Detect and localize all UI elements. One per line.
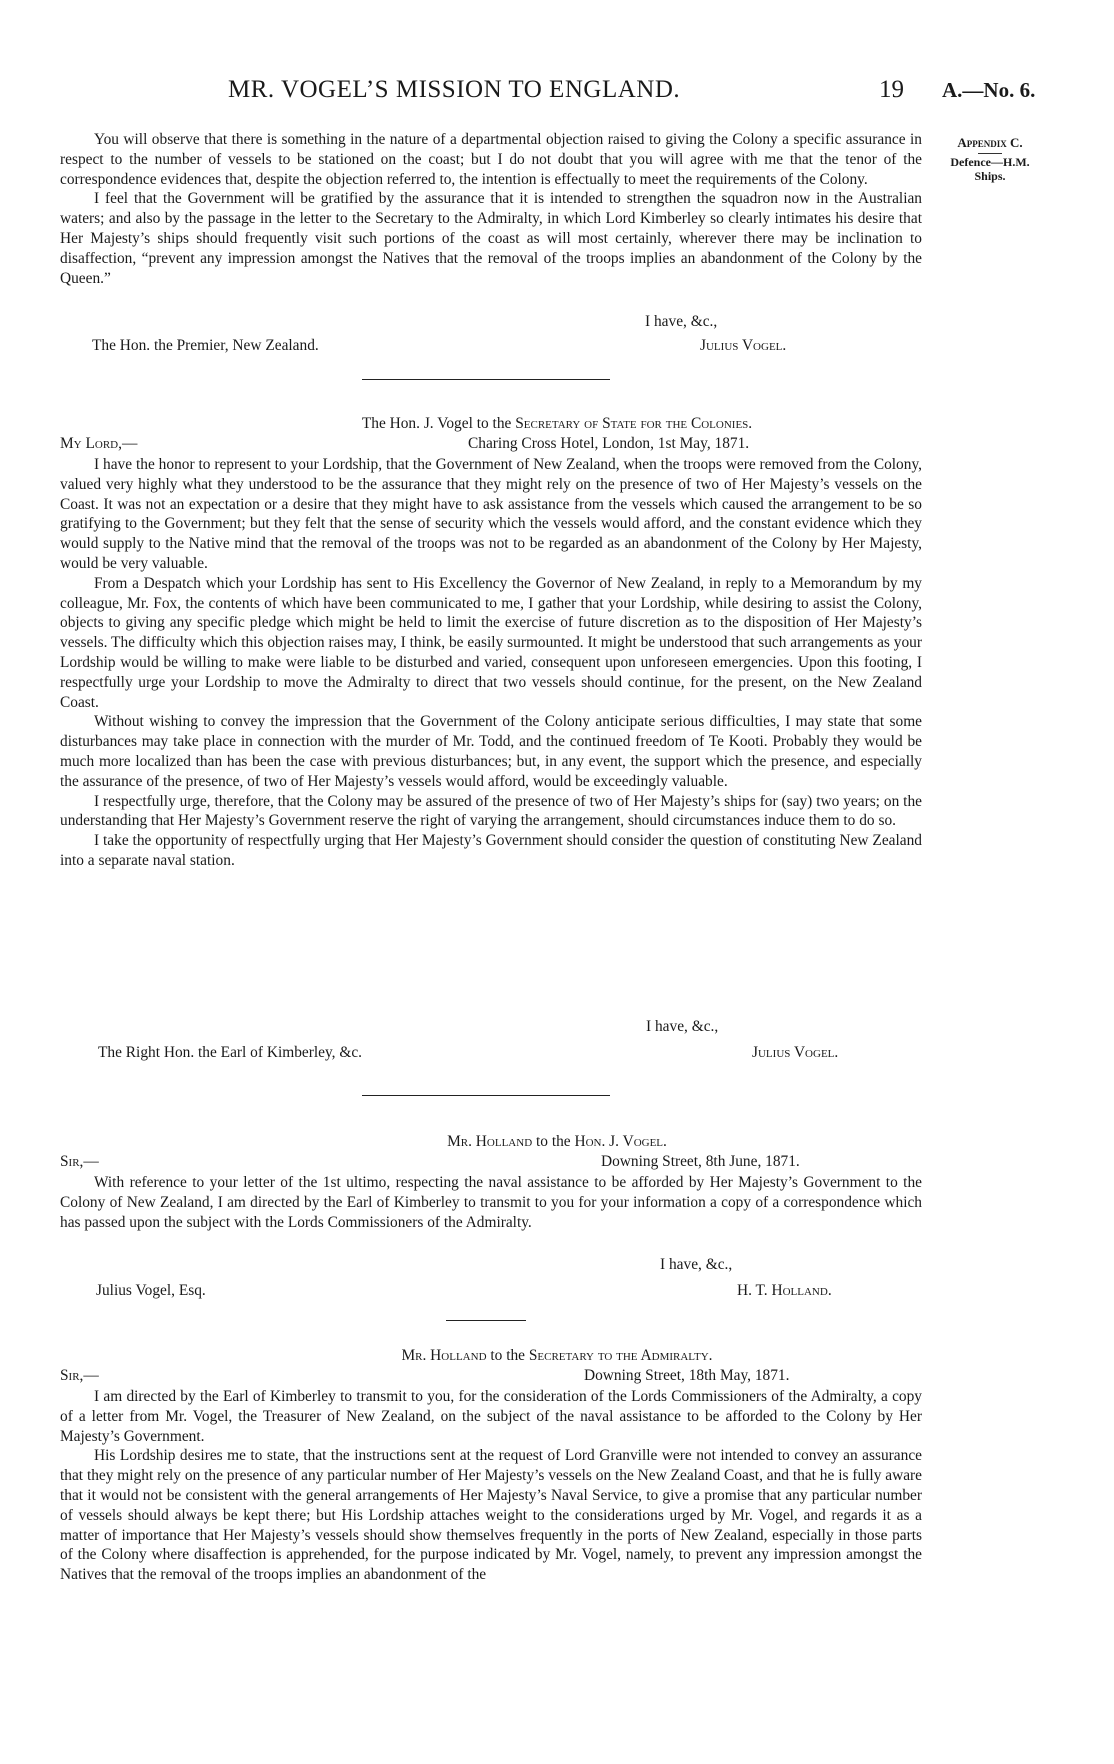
letter2-heading-from: The Hon. J. Vogel: [361, 415, 473, 432]
page-title: MR. VOGEL’S MISSION TO ENGLAND.: [228, 76, 681, 103]
letter3-signature: H. T. Holland.: [737, 1282, 832, 1299]
page-number: 19: [879, 76, 904, 103]
letter2-closing: I have, &c.,: [646, 1018, 719, 1035]
paragraph: I have the honor to represent to your Lordship, that the Government of New Zealand, when the troops were removed from the Colony, valued very highly what they understood to be the assurance that they might rely on the presence of two of Her Majesty’s vessels on the Coast. It was not an expectation or a desire that they might have to ask assistance from the vessels which caused the arrangement to be so gratifying to the Government; but they felt that the sense of security which the vessels would afford, and the constant evidence which they would supply to the Native mind that the removal of the troops was not to be regarded as an abandonment of the Colony by Her Majesty, would be very valuable.: [60, 456, 922, 572]
appendix-reference: A.—No. 6.: [942, 78, 1036, 102]
paragraph: With reference to your letter of the 1st ultimo, respecting the naval assistance to be afforded by Her Majesty’s Government to the Colony of New Zealand, I am directed by the Earl of Kimberley to transmit to you for your information a copy of a correspondence which has passed upon the subject with the Lords Commissioners of the Admiralty.: [60, 1174, 922, 1231]
margin-note-subject: Defence—H.M. Ships.: [950, 155, 1030, 183]
section-divider: [362, 1095, 610, 1096]
page-header: [0, 76, 1114, 116]
letter1-closing: I have, &c.,: [645, 313, 718, 330]
letter2-signature: Julius Vogel.: [752, 1044, 839, 1061]
letter1-addressee: The Hon. the Premier, New Zealand.: [92, 337, 319, 354]
letter1-body: [60, 130, 922, 288]
letter4-heading-to-word: to the: [490, 1347, 525, 1364]
letter3-heading-to-word: to the: [536, 1133, 571, 1150]
letter3-dateline: Downing Street, 8th June, 1871.: [601, 1153, 800, 1170]
letter3-salutation: Sir,—: [60, 1153, 99, 1170]
section-divider-short: [446, 1320, 526, 1321]
letter4-heading-from: Mr. Holland: [401, 1347, 487, 1364]
letter3-heading-from: Mr. Holland: [447, 1133, 533, 1150]
margin-note-appendix: Appendix C.: [957, 135, 1023, 150]
margin-note: [935, 134, 1045, 183]
letter2-dateline: Charing Cross Hotel, London, 1st May, 1871.: [468, 435, 750, 452]
section-divider: [362, 379, 610, 380]
letter3-body: [60, 1173, 922, 1232]
letter2-heading-to: Secretary of State for the Colonies.: [515, 415, 753, 432]
letter4-body: [60, 1387, 922, 1585]
paragraph: I respectfully urge, therefore, that the Colony may be assured of the presence of two of Her Majesty’s ships for (say) two years; on the understanding that Her Majesty’s Government reserve the right of varying the arrangement, should circumstances induce them to do so.: [60, 792, 922, 830]
letter3-addressee: Julius Vogel, Esq.: [96, 1282, 206, 1299]
letter2-salutation: My Lord,—: [60, 435, 138, 452]
letter2-heading: [0, 415, 1114, 433]
paragraph: I am directed by the Earl of Kimberley to transmit to you, for the consideration of the Lords Commissioners of the Admiralty, a copy of a letter from Mr. Vogel, the Treasurer of New Zealand, on the subject of the naval assistance to be afforded to the Colony by Her Majesty’s Government.: [60, 1388, 922, 1445]
letter1-signature: Julius Vogel.: [700, 337, 787, 354]
margin-note-rule: [978, 153, 1002, 154]
letter4-dateline: Downing Street, 18th May, 1871.: [584, 1367, 790, 1384]
letter4-salutation: Sir,—: [60, 1367, 99, 1384]
paragraph: Without wishing to convey the impression that the Government of the Colony anticipate serious difficulties, I may state that some disturbances may take place in connection with the murder of Mr. Todd, and the continued freedom of Te Kooti. Probably they would be much more localized than has been the case with previous disturbances; but, in any event, the support which the presence, and especially the assurance of the presence, of two of Her Majesty’s vessels would afford, would be exceedingly valuable.: [60, 713, 922, 790]
letter3-heading-to: Hon. J. Vogel.: [574, 1133, 667, 1150]
paragraph: You will observe that there is something in the nature of a departmental objection raised to giving the Colony a specific assurance in respect to the number of vessels to be stationed on the coast; but I do not doubt that you will agree with me that the tenor of the correspondence evidences that, despite the objection referred to, the intention is effectually to meet the requirements of the Colony.: [60, 131, 922, 188]
paragraph: I take the opportunity of respectfully urging that Her Majesty’s Government should consider the question of constituting New Zealand into a separate naval station.: [60, 832, 922, 869]
paragraph: I feel that the Government will be gratified by the assurance that it is intended to strengthen the squadron now in the Australian waters; and also by the passage in the letter to the Secretary to the Admiralty, in which Lord Kimberley so clearly intimates his desire that Her Majesty’s ships should frequently visit such portions of the coast as will most certainly, wherever there may be inclination to disaffection, “prevent any impression amongst the Natives that the removal of the troops implies an abandonment of the Colony by the Queen.”: [60, 190, 922, 287]
paragraph: His Lordship desires me to state, that the instructions sent at the request of Lord Granville were not intended to convey an assurance that they might rely on the presence of any particular number of Her Majesty’s vessels on the New Zealand Coast, and that he is fully aware that it would not be consistent with the general arrangements of Her Majesty’s Naval Service, to give a promise that any particular number of vessels should always be kept there; but His Lordship attaches weight to the considerations urged by Mr. Vogel, and regards it as a matter of importance that Her Majesty’s vessels should show themselves frequently in the ports of New Zealand, especially in those parts of the Colony where disaffection is apprehended, for the purpose indicated by Mr. Vogel, namely, to prevent any impression amongst the Natives that the removal of the troops implies an abandonment of the: [60, 1447, 922, 1584]
letter3-closing: I have, &c.,: [660, 1256, 733, 1273]
paragraph: From a Despatch which your Lordship has sent to His Excellency the Governor of New Zealand, in reply to a Memorandum by my colleague, Mr. Fox, the contents of which have been communicated to me, I gather that your Lordship, while desiring to assist the Colony, objects to giving any specific pledge which might be held to limit the exercise of future discretion as to the disposition of Her Majesty’s vessels. The difficulty which this objection raises may, I think, be easily surmounted. It might be understood that such arrangements as your Lordship would be willing to make were liable to be disturbed and varied, consequent upon unforeseen emergencies. Upon this footing, I respectfully urge your Lordship to move the Admiralty to direct that two vessels should continue, for the present, on the New Zealand Coast.: [60, 574, 922, 711]
letter4-heading: [0, 1347, 1114, 1365]
letter2-heading-to-word: to the: [476, 415, 512, 432]
letter2-addressee: The Right Hon. the Earl of Kimberley, &c.: [98, 1044, 362, 1061]
letter3-heading: [0, 1133, 1114, 1151]
letter2-body: [60, 455, 922, 871]
letter4-heading-to: Secretary to the Admiralty.: [528, 1347, 713, 1364]
